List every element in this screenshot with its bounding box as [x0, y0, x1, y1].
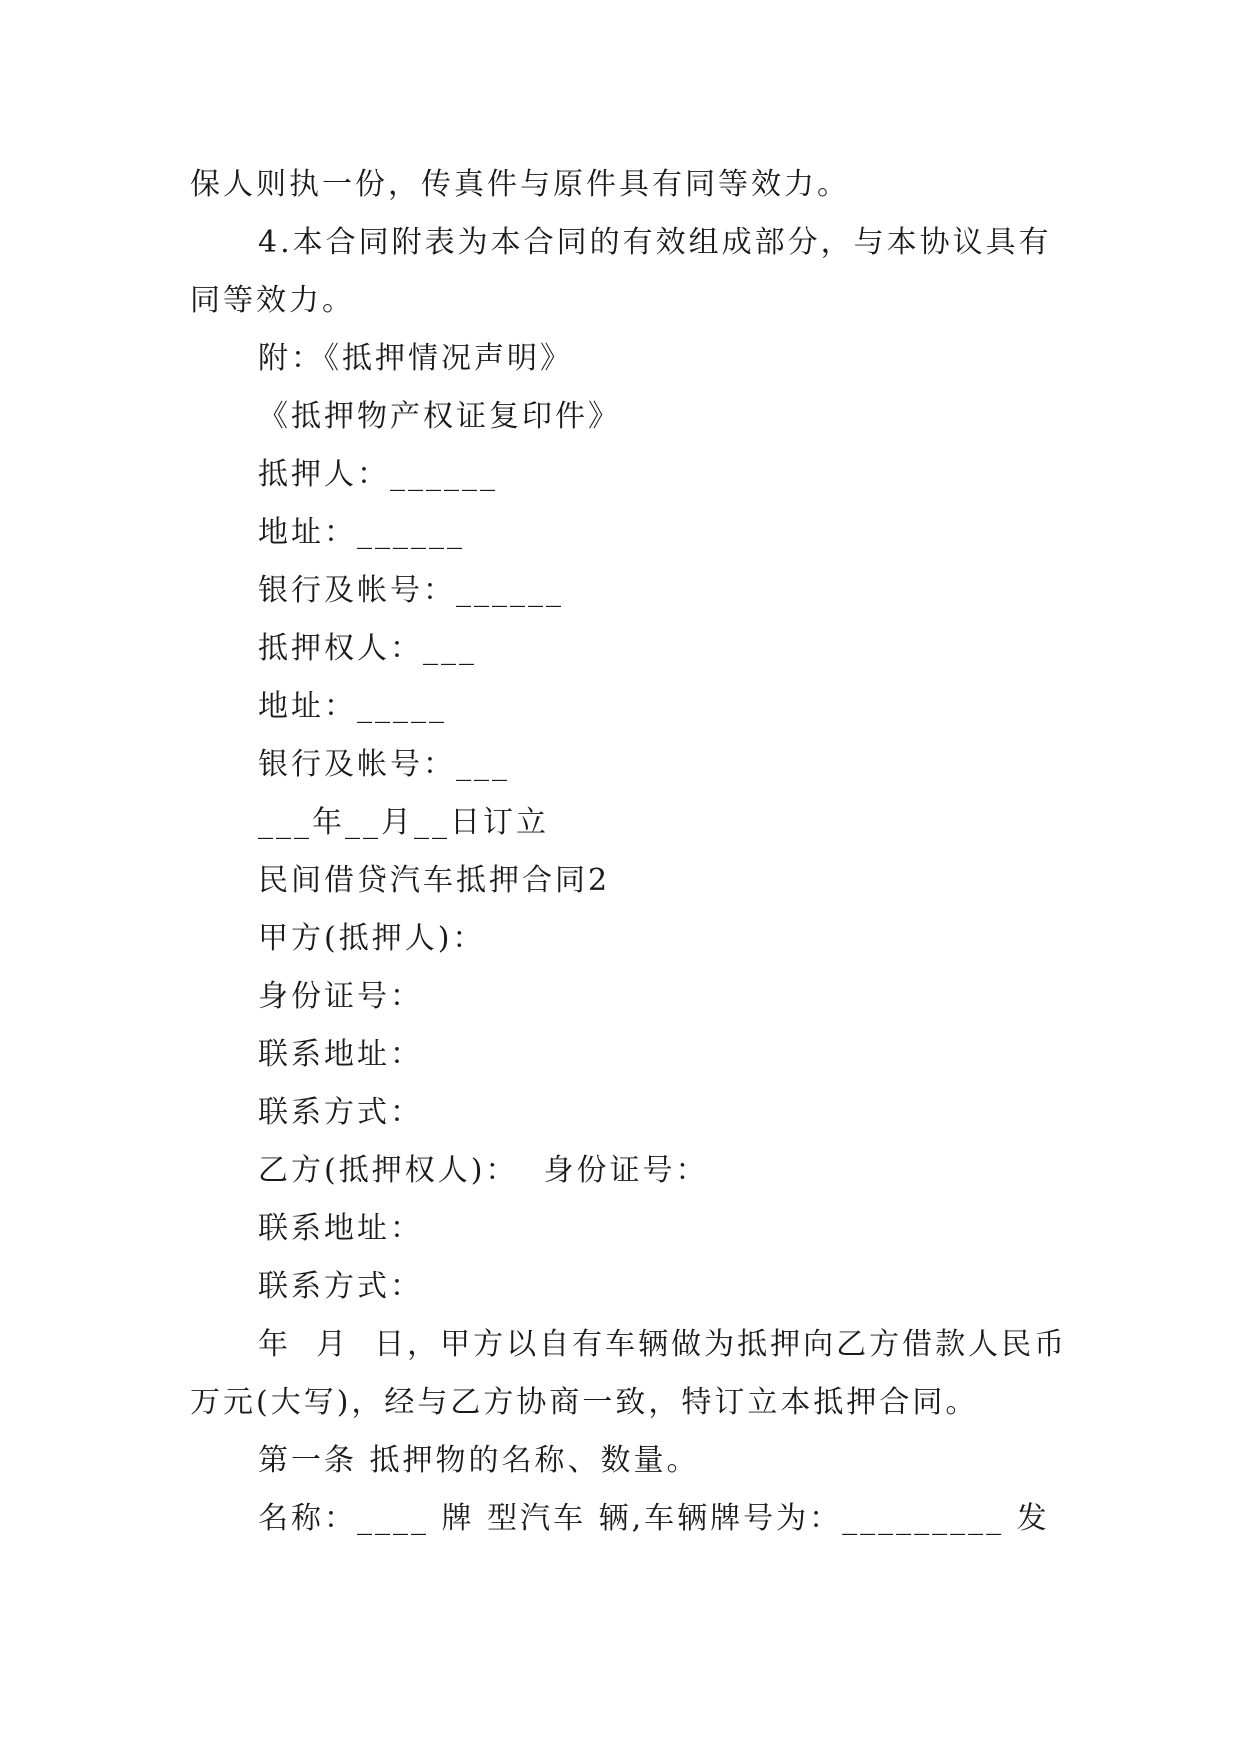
- attachment-line: 《抵押物产权证复印件》: [258, 399, 621, 434]
- attachment-line: 附：《抵押情况声明》: [258, 341, 573, 376]
- mortgagee-field: 抵押权人：___: [258, 631, 477, 666]
- contact-method-field: 联系方式：: [258, 1269, 423, 1304]
- article-heading: 第一条 抵押物的名称、数量。: [258, 1443, 700, 1478]
- id-number-field: 身份证号：: [258, 979, 423, 1014]
- contract-title: 民间借贷汽车抵押合同2: [258, 863, 611, 898]
- party-a-field: 甲方(抵押人)：: [258, 921, 486, 956]
- text-line: 保人则执一份，传真件与原件具有同等效力。: [190, 167, 850, 202]
- text-line: 名称：____ 牌 型汽车 辆,车辆牌号为：_________ 发: [258, 1501, 1050, 1536]
- text-line: 4.本合同附表为本合同的有效组成部分，与本协议具有: [258, 225, 1052, 260]
- contact-address-field: 联系地址：: [258, 1037, 423, 1072]
- bank-account-field: 银行及帐号：___: [258, 747, 510, 782]
- address-field: 地址：______: [258, 515, 465, 550]
- party-b-field: 乙方(抵押权人)： 身份证号：: [258, 1153, 709, 1188]
- mortgagor-field: 抵押人：______: [258, 457, 498, 492]
- text-line: 年 月 日，甲方以自有车辆做为抵押向乙方借款人民币: [258, 1327, 1068, 1362]
- contact-address-field: 联系地址：: [258, 1211, 423, 1246]
- text-line: 同等效力。: [190, 283, 355, 318]
- date-line: ___年__月__日订立: [258, 805, 549, 840]
- contact-method-field: 联系方式：: [258, 1095, 423, 1130]
- bank-account-field: 银行及帐号：______: [258, 573, 564, 608]
- address-field: 地址：_____: [258, 689, 447, 724]
- text-line: 万元(大写)，经与乙方协商一致，特订立本抵押合同。: [190, 1385, 979, 1420]
